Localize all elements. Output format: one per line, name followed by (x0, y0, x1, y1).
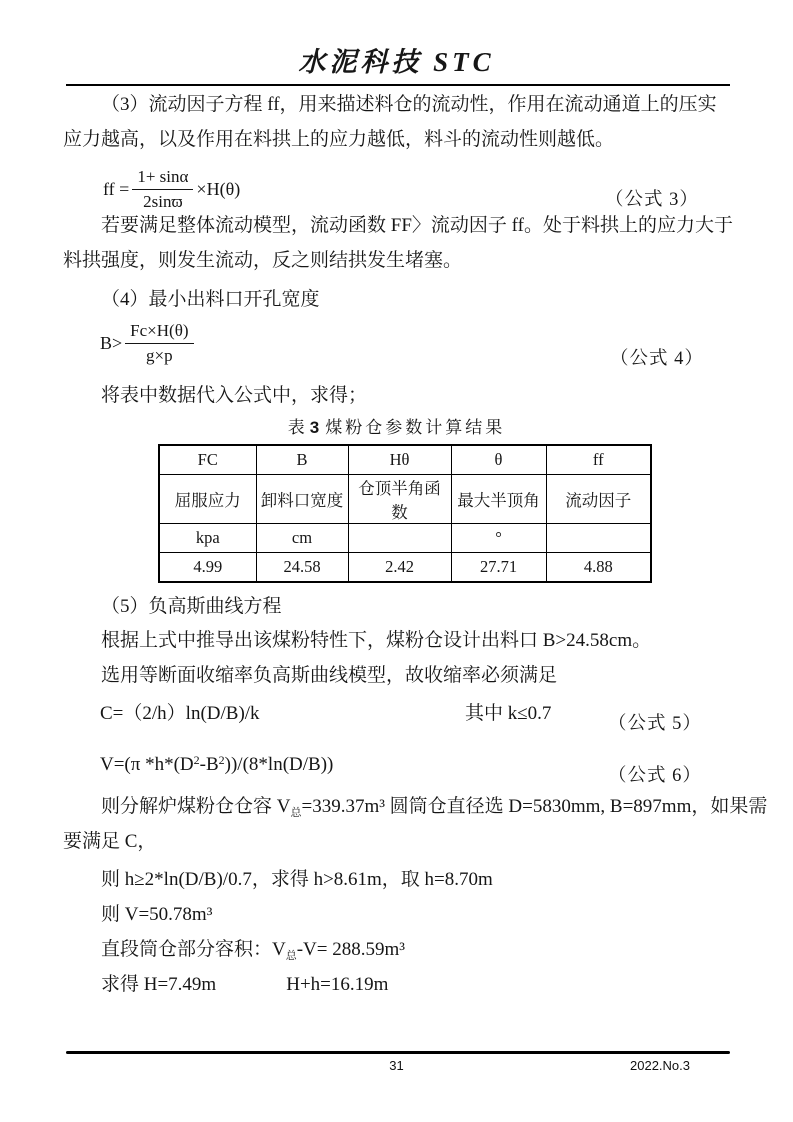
table-caption-number: 3 (309, 418, 320, 437)
table-cell: 流动因子 (546, 475, 651, 524)
table-cell: Hθ (348, 445, 451, 475)
table-cell: ff (546, 445, 651, 475)
line-derive: 根据上式中推导出该煤粉特性下，煤粉仓设计出料口 B>24.58cm。 (101, 630, 652, 651)
line-model: 选用等断面收缩率负高斯曲线模型，故收缩率必须满足 (101, 665, 558, 686)
paragraph-mass-flow-line1 (63, 212, 753, 239)
heading-section5: （5）负高斯曲线方程 (101, 596, 282, 617)
equation-6-mid: -B (199, 754, 219, 775)
paragraph-text: 若要满足整体流动模型，流动函数 FF〉流动因子 ff。处于料拱上的应力大于 (101, 215, 733, 236)
line-text: 直段筒仓部分容积：V (101, 939, 286, 960)
equation-label-5: （公式 5） (608, 714, 702, 734)
table-row-names (159, 475, 651, 524)
line-substitute: 将表中数据代入公式中，求得； (101, 385, 368, 406)
subscript-total: 总 (290, 807, 302, 819)
table-cell (348, 524, 451, 553)
table-cell: 2.42 (348, 553, 451, 583)
table-cell: 仓顶半角函数 (348, 475, 451, 524)
paragraph-mass-flow-line2: 料拱强度，则发生流动，反之则结拱发生堵塞。 (63, 250, 463, 271)
formula-ff-lhs: ff = (103, 179, 130, 199)
equation-label-6: （公式 6） (608, 766, 702, 786)
table-cell: 屈服应力 (159, 475, 256, 524)
journal-title: 水泥科技 STC (298, 47, 495, 77)
table-cell: 4.99 (159, 553, 256, 583)
equation-6-pre: V=(π *h*(D (100, 754, 194, 775)
table-cell: FC (159, 445, 256, 475)
table-cell: θ (451, 445, 546, 475)
paragraph-text: （3）流动因子方程 ff，用来描述料仓的流动性，作用在流动通道上的压实 (101, 94, 717, 115)
subscript-total: 总 (285, 950, 297, 962)
table-row-symbols (159, 445, 651, 475)
table-row-values (159, 553, 651, 583)
paragraph-text: =339.37m³ 圆筒仓直径选 D=5830mm, B=897mm，如果需 (301, 796, 768, 817)
equation-label-4: （公式 4） (610, 349, 704, 369)
equation-6-sup1: 2 (193, 753, 200, 767)
table-cell (546, 524, 651, 553)
formula-ff-rhs: ×H(θ) (196, 179, 241, 199)
formula-b-denominator: g×p (146, 346, 173, 365)
result-h: 求得 H=7.49m (101, 974, 217, 995)
equation-6-post: ))/(8*ln(D/B)) (224, 754, 334, 775)
table-caption-title: 煤粉仓参数计算结果 (325, 418, 506, 437)
footer-rule (66, 1051, 730, 1054)
paragraph-text: 则分解炉煤粉仓仓容 V (101, 796, 291, 817)
line-h-calculation: 则 h≥2*ln(D/B)/0.7，求得 h>8.61m，取 h=8.70m (101, 869, 493, 890)
table-cell: ° (451, 524, 546, 553)
table-caption-prefix: 表 (287, 418, 308, 437)
formula-b-lhs: B> (100, 333, 123, 353)
line-final-result (63, 971, 753, 998)
table-cell: B (256, 445, 348, 475)
formula-b-numerator: Fc×H(θ) (125, 320, 193, 344)
table-cell: 27.71 (451, 553, 546, 583)
table-cell: 最大半顶角 (451, 475, 546, 524)
equation-label-3: （公式 3） (605, 190, 699, 210)
formula-ff-denominator: 2sinϖ (143, 192, 183, 211)
table-caption (0, 413, 793, 438)
formula-ff-fraction (132, 166, 193, 213)
paragraph-volume-line1 (63, 793, 768, 827)
equation-5-condition: 其中 k≤0.7 (465, 703, 552, 724)
table-row-units (159, 524, 651, 553)
equation-6-sup2: 2 (218, 753, 225, 767)
line-v-result: 则 V=50.78m³ (101, 904, 213, 925)
table-cell: cm (256, 524, 348, 553)
table-cell: 4.88 (546, 553, 651, 583)
table-cell: 卸料口宽度 (256, 475, 348, 524)
paragraph-flow-factor-line2: 应力越高，以及作用在料拱上的应力越低，料斗的流动性则越低。 (63, 129, 615, 150)
paragraph-flow-factor-line1 (63, 91, 753, 118)
issue-number: 2022.No.3 (630, 1058, 690, 1073)
formula-b-fraction (125, 320, 193, 367)
line-straight-section (63, 936, 753, 970)
heading-section4: （4）最小出料口开孔宽度 (101, 289, 320, 310)
table-cell: 24.58 (256, 553, 348, 583)
equation-5-formula: C=（2/h）ln(D/B)/k (100, 703, 260, 724)
line-text: -V= 288.59m³ (296, 939, 405, 960)
page-number: 31 (389, 1058, 404, 1073)
paragraph-volume-line2: 要满足 C， (63, 831, 157, 852)
table-cell: kpa (159, 524, 256, 553)
formula-ff-numerator: 1+ sinα (132, 166, 193, 190)
result-h-plus-h: H+h=16.19m (286, 974, 389, 995)
parameters-table (158, 444, 652, 583)
header-rule (66, 84, 730, 86)
